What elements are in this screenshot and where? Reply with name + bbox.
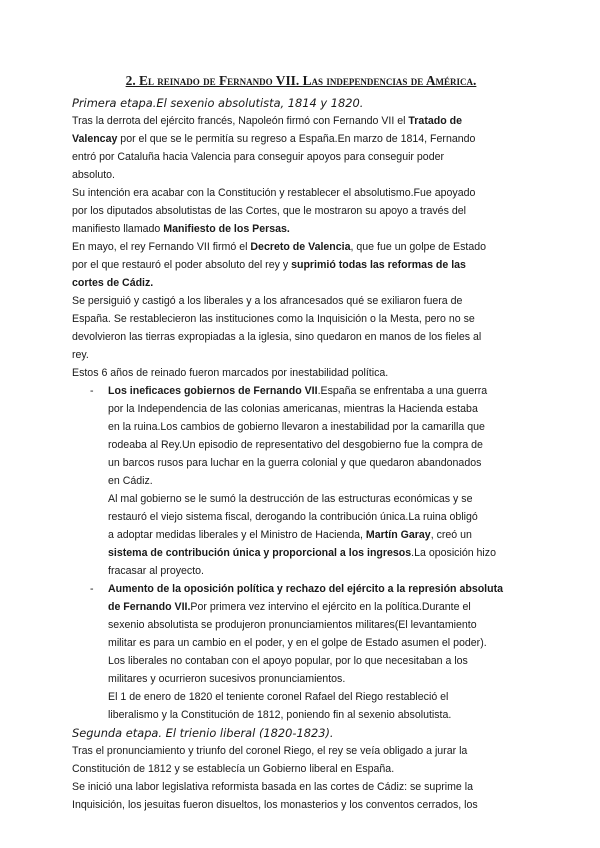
text-line: [72, 274, 550, 292]
section-heading-1: Primera etapa.El sexenio absolutista, 1814 y 1820.: [72, 96, 364, 110]
bold-text: cortes de Cádiz.: [72, 277, 154, 289]
text-line: Inquisición, los jesuitas fueron disueltos, los monasterios y los conventos cerrados, los: [72, 799, 478, 811]
text-line: [72, 130, 550, 148]
text-line: Constitución de 1812 y se establecía un Gobierno liberal en España.: [72, 763, 395, 775]
text-span: .España se enfrentaba a una guerra: [317, 385, 488, 397]
text-line: [108, 580, 554, 598]
paragraph-3: [72, 238, 550, 292]
section-heading-2: Segunda etapa. El trienio liberal (1820-1823).: [72, 726, 334, 740]
bold-text: Martín Garay: [365, 529, 431, 541]
text-line: militares y ocurrieron sucesivos pronunciamientos.: [108, 673, 346, 685]
text-line: entró por Cataluña hacia Valencia para conseguir apoyos para conseguir poder: [72, 151, 445, 163]
paragraph-5: [72, 364, 550, 382]
paragraph-4: [72, 292, 550, 364]
text-line: [72, 112, 550, 130]
text-line: [108, 598, 554, 616]
paragraph-2: [72, 184, 550, 238]
text-line: [108, 544, 554, 562]
text-line: fracasar al proyecto.: [108, 565, 204, 577]
bold-text: suprimió todas las reformas de las: [291, 259, 466, 271]
text-line: [72, 220, 550, 238]
text-line: España. Se restablecieron las instituciones como la Inquisición o la Mesta, pero no se: [72, 313, 475, 325]
text-line: en Cádiz.: [108, 475, 153, 487]
text-line: rodeaba al Rey.Un episodio de representativo del desgobierno fue la compra de: [108, 439, 483, 451]
text-line: devolvieron las tierras expropiadas a la iglesia, sino quedaron en manos de los fieles al: [72, 331, 482, 343]
paragraph-1: [72, 112, 550, 184]
text-span: .La oposición hizo: [411, 547, 496, 559]
text-span: por el que se le permitía su regreso a España.En marzo de 1814, Fernando: [117, 133, 476, 145]
bold-text: Tratado de: [408, 115, 462, 127]
bold-text: Los ineficaces gobiernos de Fernando VII: [108, 385, 318, 397]
page-title: 2. El reinado de Fernando VII. Las independencias de América.: [125, 73, 477, 88]
text-line: Los liberales no contaban con el apoyo popular, por lo que necesitaban a los: [108, 655, 468, 667]
text-line: [72, 238, 550, 256]
text-line: [108, 382, 554, 400]
text-line: [72, 256, 550, 274]
text-span: , que fue un golpe de Estado: [350, 241, 486, 253]
text-line: restauró el viejo sistema fiscal, derogando la contribución única.La ruina obligó: [108, 511, 478, 523]
text-line: [108, 526, 554, 544]
bold-text: Aumento de la oposición política y rechazo del ejército a la represión absoluta: [108, 583, 504, 595]
text-line: absoluto.: [72, 169, 115, 181]
text-line: Su intención era acabar con la Constitución y restablecer el absolutismo.Fue apoyado: [72, 187, 476, 199]
text-span: Por primera vez intervino el ejército en la política.Durante el: [190, 601, 471, 613]
paragraph-6: [72, 742, 550, 778]
text-span: a adoptar medidas liberales y el Ministro de Hacienda,: [108, 529, 366, 541]
text-span: manifiesto llamado: [72, 223, 164, 235]
text-line: Se persiguió y castigó a los liberales y a los afrancesados qué se exiliaron fuera de: [72, 295, 463, 307]
text-line: por la Independencia de las colonias americanas, mientras la Hacienda estaba: [108, 403, 478, 415]
text-line: Se inició una labor legislativa reformista basada en las cortes de Cádiz: se suprime la: [72, 781, 474, 793]
bold-text: Manifiesto de los Persas.: [163, 223, 290, 235]
bullet-item-1: [108, 382, 554, 580]
paragraph-7: [72, 778, 550, 814]
bold-text: Decreto de Valencia: [250, 241, 351, 253]
text-line: rey.: [72, 349, 89, 361]
bullet-dash: -: [90, 583, 94, 595]
text-span: por el que restauró el poder absoluto del rey y: [72, 259, 292, 271]
text-line: por los diputados absolutistas de las Cortes, que le mostraron su apoyo a través del: [72, 205, 466, 217]
text-span: Tras la derrota del ejército francés, Napoleón firmó con Fernando VII el: [72, 115, 409, 127]
text-line: en la ruina.Los cambios de gobierno llevaron a inestabilidad por la camarilla que: [108, 421, 485, 433]
text-span: En mayo, el rey Fernando VII firmó el: [72, 241, 251, 253]
bullet-item-2: [108, 580, 554, 724]
text-line: militar es para un cambio en el poder, y en el golpe de Estado asumen el poder).: [108, 637, 487, 649]
text-line: sexenio absolutista se produjeron pronunciamientos militares(El levantamiento: [108, 619, 477, 631]
bold-text: de Fernando VII.: [108, 601, 191, 613]
bullet-dash: -: [90, 385, 94, 397]
bold-text: Valencay: [72, 133, 118, 145]
text-line: Tras el pronunciamiento y triunfo del coronel Riego, el rey se veía obligado a jurar la: [72, 745, 468, 757]
text-span: , creó un: [430, 529, 472, 541]
bold-text: sistema de contribución única y proporcional a los ingresos: [108, 547, 412, 559]
text-line: liberalismo y la Constitución de 1812, poniendo fin al sexenio absolutista.: [108, 709, 452, 721]
text-line: Estos 6 años de reinado fueron marcados por inestabilidad política.: [72, 367, 389, 379]
text-line: Al mal gobierno se le sumó la destrucción de las estructuras económicas y se: [108, 493, 473, 505]
text-line: un barcos rusos para luchar en la guerra colonial y que quedaron abandonados: [108, 457, 482, 469]
text-line: El 1 de enero de 1820 el teniente coronel Rafael del Riego restableció el: [108, 691, 449, 703]
